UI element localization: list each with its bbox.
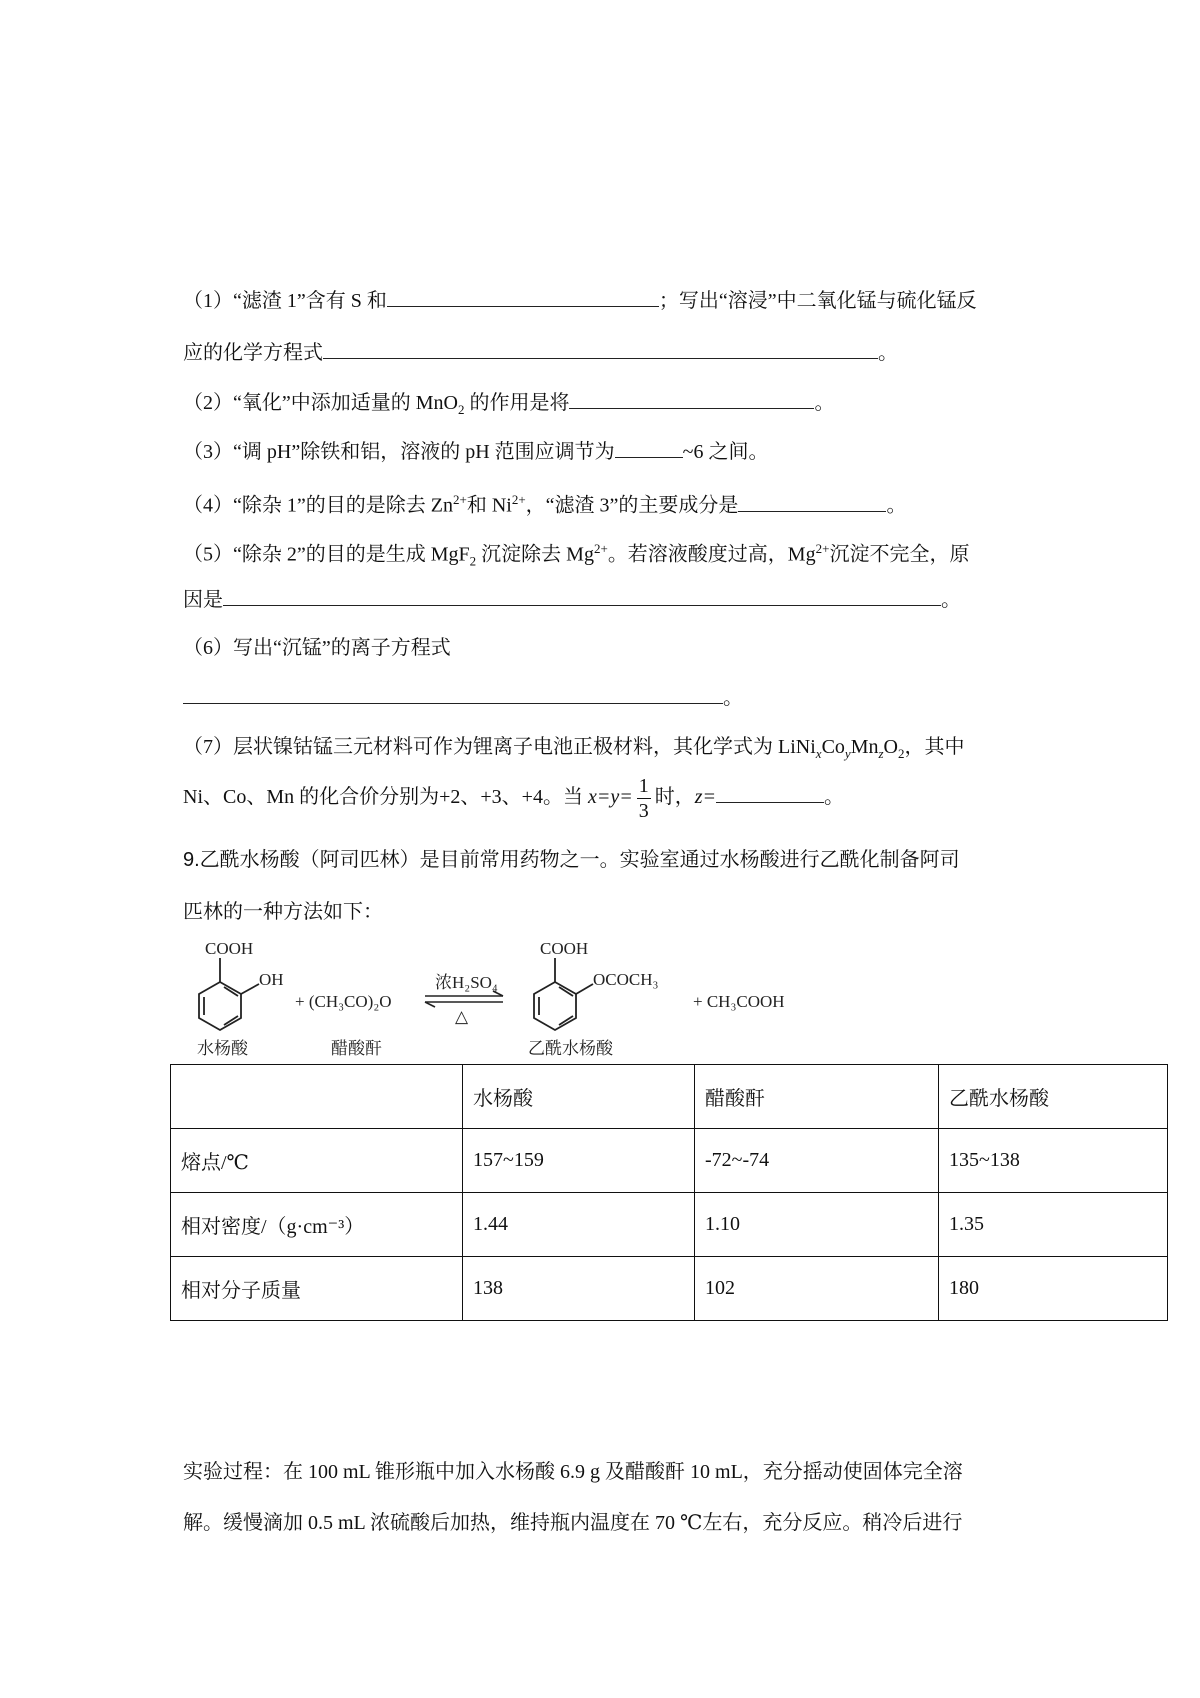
text: 。: [814, 392, 835, 414]
table-cell: 熔点/℃: [171, 1129, 463, 1193]
table-header-row: [171, 1065, 1168, 1129]
q8-part2: [183, 388, 834, 424]
q8-part1-line1: [183, 286, 977, 315]
table-row: [171, 1257, 1168, 1321]
text: （4）“除杂 1”的目的是除去 Zn: [183, 494, 453, 517]
text: ，其中: [904, 736, 965, 758]
table-cell: 135~138: [939, 1129, 1168, 1193]
properties-table: [170, 1064, 1168, 1321]
superscript: 2+: [815, 541, 830, 556]
q8-part7-line1: [183, 733, 965, 768]
table-header-cell: 醋酸酐: [695, 1065, 939, 1129]
q8-part3: [183, 437, 768, 466]
text: （5）“除杂 2”的目的是生成 MgF: [183, 543, 470, 566]
text: （3）“调 pH”除铁和铝，溶液的 pH 范围应调节为: [183, 441, 615, 463]
text: ，“滤渣 3”的主要成分是: [525, 494, 739, 517]
q8-part6-line1: [183, 634, 451, 662]
fraction-one-third: [637, 774, 651, 823]
procedure-line1: 实验过程：在 100 mL 锥形瓶中加入水杨酸 6.9 g 及醋酸酐 10 mL，充分摇动使固体完全溶: [183, 1461, 963, 1483]
reaction-scheme: [183, 930, 823, 1060]
text: 的作用是将: [464, 392, 570, 414]
table-cell: 相对分子质量: [171, 1257, 463, 1321]
subscript: 2: [469, 553, 477, 569]
oh-label: OH: [259, 970, 284, 989]
q9-stem-line1: 9.乙酰水杨酸（阿司匹林）是目前常用药物之一。实验室通过水杨酸进行乙酰化制备阿司: [183, 849, 960, 871]
q8-part5-line2: [183, 585, 961, 614]
table-cell: 1.10: [695, 1193, 939, 1257]
text: 。若溶液酸度过高，Mg: [607, 543, 816, 566]
table-cell: 180: [939, 1257, 1168, 1321]
subscript: 2: [457, 402, 465, 417]
table-row: [171, 1129, 1168, 1193]
text: ~6 之间。: [682, 441, 769, 463]
q8-part4: [183, 486, 906, 520]
text: 因是: [183, 589, 223, 611]
q8-part5-line1: [183, 535, 969, 576]
benzene-ring-salicylic-acid: [199, 958, 259, 1030]
answer-blank[interactable]: [223, 585, 941, 606]
text: 沉淀不完全，原: [829, 543, 970, 566]
table-row: [171, 1193, 1168, 1257]
q9-stem-line2: 匹林的一种方法如下：: [183, 901, 383, 923]
answer-blank[interactable]: [738, 491, 886, 512]
subscript-y: y: [844, 746, 851, 761]
text: 和 Ni: [466, 494, 512, 517]
table-cell: 相对密度/（g·cm⁻³）: [171, 1193, 463, 1257]
condition-heat: △: [455, 1007, 469, 1026]
answer-blank[interactable]: [615, 437, 683, 458]
table-cell: 1.44: [463, 1193, 695, 1257]
ococh3-label: OCOCH₃: [593, 970, 659, 989]
table-cell: 138: [463, 1257, 695, 1321]
equation: x=y=: [587, 786, 633, 808]
superscript: 2+: [452, 492, 467, 507]
procedure-line2: 解。缓慢滴加 0.5 mL 浓硫酸后加热，维持瓶内温度在 70 ℃左右，充分反应。稍冷后进行: [183, 1512, 963, 1534]
text: 。: [878, 342, 898, 364]
text: （7）层状镍钴锰三元材料可作为锂离子电池正极材料，其化学式为 LiNi: [183, 736, 816, 758]
benzene-ring-aspirin: [534, 958, 593, 1030]
answer-blank[interactable]: [183, 683, 723, 704]
cooh-label: COOH: [540, 939, 589, 958]
q8-part7-line2: [183, 770, 844, 824]
table-cell: 102: [695, 1257, 939, 1321]
condition-h2so4: 浓H₂SO₄: [435, 973, 498, 992]
superscript: 2+: [511, 492, 526, 507]
text: Mn: [850, 736, 879, 758]
text: 。: [824, 786, 844, 808]
text: Ni、Co、Mn 的化合价分别为+2、+3、+4。当: [183, 786, 588, 808]
text: 。: [941, 589, 961, 611]
q8-part1-line2: [183, 338, 898, 367]
product-acetic-acid: + CH₃COOH: [693, 992, 785, 1011]
answer-blank[interactable]: [716, 782, 824, 803]
text: 。: [886, 494, 907, 517]
q8-part6-line2: [183, 683, 743, 712]
name-salicylic-acid: 水杨酸: [197, 1039, 248, 1058]
text: 应的化学方程式: [183, 342, 323, 364]
table-cell: 157~159: [463, 1129, 695, 1193]
answer-blank[interactable]: [323, 338, 878, 359]
text: （1）“滤渣 1”含有 S 和: [183, 290, 387, 312]
text: （2）“氧化”中添加适量的 MnO: [183, 392, 458, 414]
text: （6）写出“沉锰”的离子方程式: [183, 637, 451, 659]
subscript-x: x: [815, 746, 822, 761]
name-aspirin: 乙酰水杨酸: [528, 1039, 613, 1058]
text: 沉淀除去 Mg: [476, 543, 594, 566]
superscript: 2+: [593, 541, 608, 556]
table-header-cell: [171, 1065, 463, 1129]
denominator: 3: [638, 799, 649, 822]
text: 。: [723, 687, 743, 709]
equation: z=: [694, 786, 716, 808]
text: 时，: [654, 786, 695, 808]
text: ；写出“溶浸”中二氧化锰与硫化锰反: [658, 290, 977, 312]
answer-blank[interactable]: [569, 388, 814, 409]
answer-blank[interactable]: [387, 286, 659, 307]
subscript: 2: [898, 746, 905, 761]
subscript-z: z: [878, 746, 884, 761]
table-cell: -72~-74: [695, 1129, 939, 1193]
reagent-acetic-anhydride: + (CH₃CO)₂O: [295, 992, 392, 1011]
text: Co: [821, 736, 845, 758]
table-header-cell: 乙酰水杨酸: [939, 1065, 1168, 1129]
table-cell: 1.35: [939, 1193, 1168, 1257]
name-acetic-anhydride: 醋酸酐: [331, 1039, 382, 1058]
text: O: [883, 736, 898, 758]
cooh-label: COOH: [205, 939, 254, 958]
equilibrium-arrow-icon: [425, 991, 503, 1007]
table-header-cell: 水杨酸: [463, 1065, 695, 1129]
numerator: 1: [638, 774, 649, 797]
